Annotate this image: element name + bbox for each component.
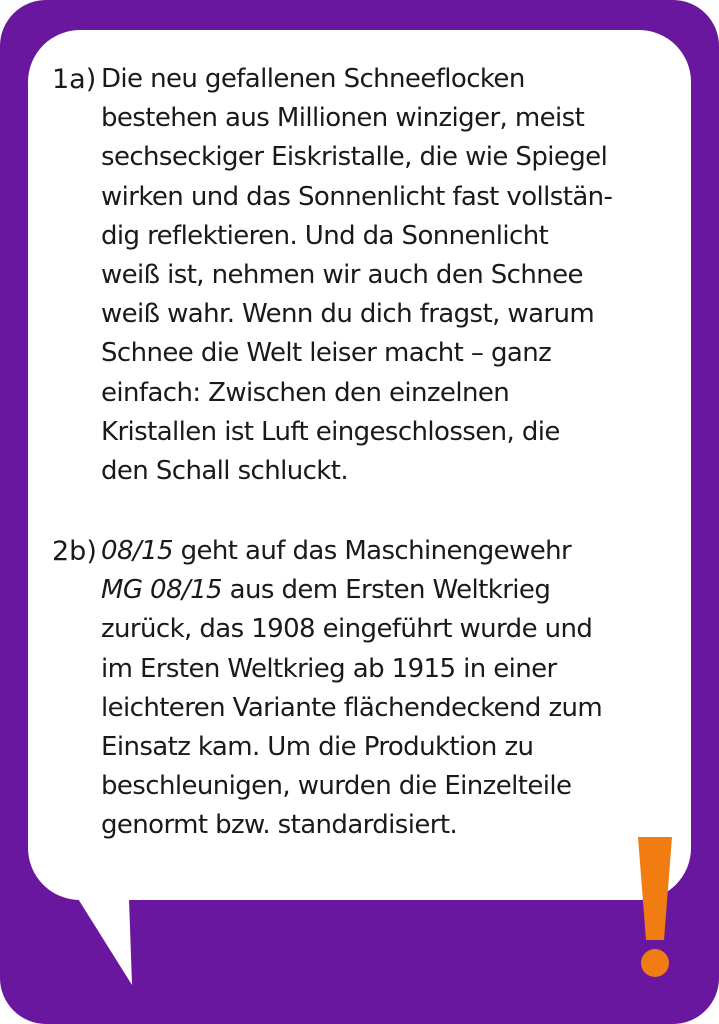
text-segment: einfach: Zwischen den einzelnen	[101, 377, 510, 408]
text-line	[101, 217, 691, 256]
text-line	[101, 728, 691, 767]
text-line	[101, 532, 691, 571]
answer-text	[101, 532, 691, 846]
text-segment: leichteren Variante flächendeckend zum	[101, 692, 603, 723]
text-segment: weiß wahr. Wenn du dich fragst, warum	[101, 299, 595, 330]
text-segment: im Ersten Weltkrieg ab 1915 in einer	[101, 653, 557, 684]
text-line	[101, 138, 691, 177]
text-line	[101, 178, 691, 217]
text-line	[101, 571, 691, 610]
text-segment: dig reflektieren. Und da Sonnenlicht	[101, 220, 549, 251]
text-segment: den Schall schluckt.	[101, 456, 348, 487]
text-segment: wirken und das Sonnenlicht fast vollstän-	[101, 181, 613, 212]
answer-marker: 1a)	[52, 64, 97, 95]
text-line	[101, 413, 691, 452]
text-segment: beschleunigen, wurden die Einzelteile	[101, 771, 572, 802]
text-line	[101, 60, 691, 99]
text-line	[101, 452, 691, 491]
text-segment: genormt bzw. standardisiert.	[101, 810, 458, 841]
text-line	[101, 99, 691, 138]
text-segment: geht auf das Maschinengewehr	[172, 536, 572, 566]
text-segment: Schnee die Welt leiser macht – ganz	[101, 338, 552, 369]
text-segment: Kristallen ist Luft eingeschlossen, die	[101, 416, 560, 447]
text-line	[101, 295, 691, 334]
answer-text	[101, 60, 691, 491]
text-segment: weiß ist, nehmen wir auch den Schnee	[101, 260, 583, 291]
text-segment: Einsatz kam. Um die Produktion zu	[101, 732, 534, 763]
text-line	[101, 689, 691, 728]
text-segment: bestehen aus Millionen winziger, meist	[101, 103, 585, 134]
text-line	[101, 334, 691, 373]
text-segment: zurück, das 1908 eingeführt wurde und	[101, 614, 593, 645]
text-line	[101, 650, 691, 689]
text-segment: sechseckiger Eiskristalle, die wie Spiegel	[101, 142, 608, 173]
text-line	[101, 374, 691, 413]
text-line	[101, 806, 691, 845]
text-line	[101, 610, 691, 649]
emphasized-text: MG 08/15	[101, 575, 222, 606]
text-segment: Die neu gefallenen Schneeflocken	[101, 64, 525, 94]
exclamation-icon	[630, 832, 680, 982]
answer-marker: 2b)	[52, 536, 97, 567]
text-segment: aus dem Ersten Weltkrieg	[221, 575, 551, 606]
text-line	[101, 256, 691, 295]
emphasized-text: 08/15	[101, 536, 173, 566]
text-line	[101, 767, 691, 806]
